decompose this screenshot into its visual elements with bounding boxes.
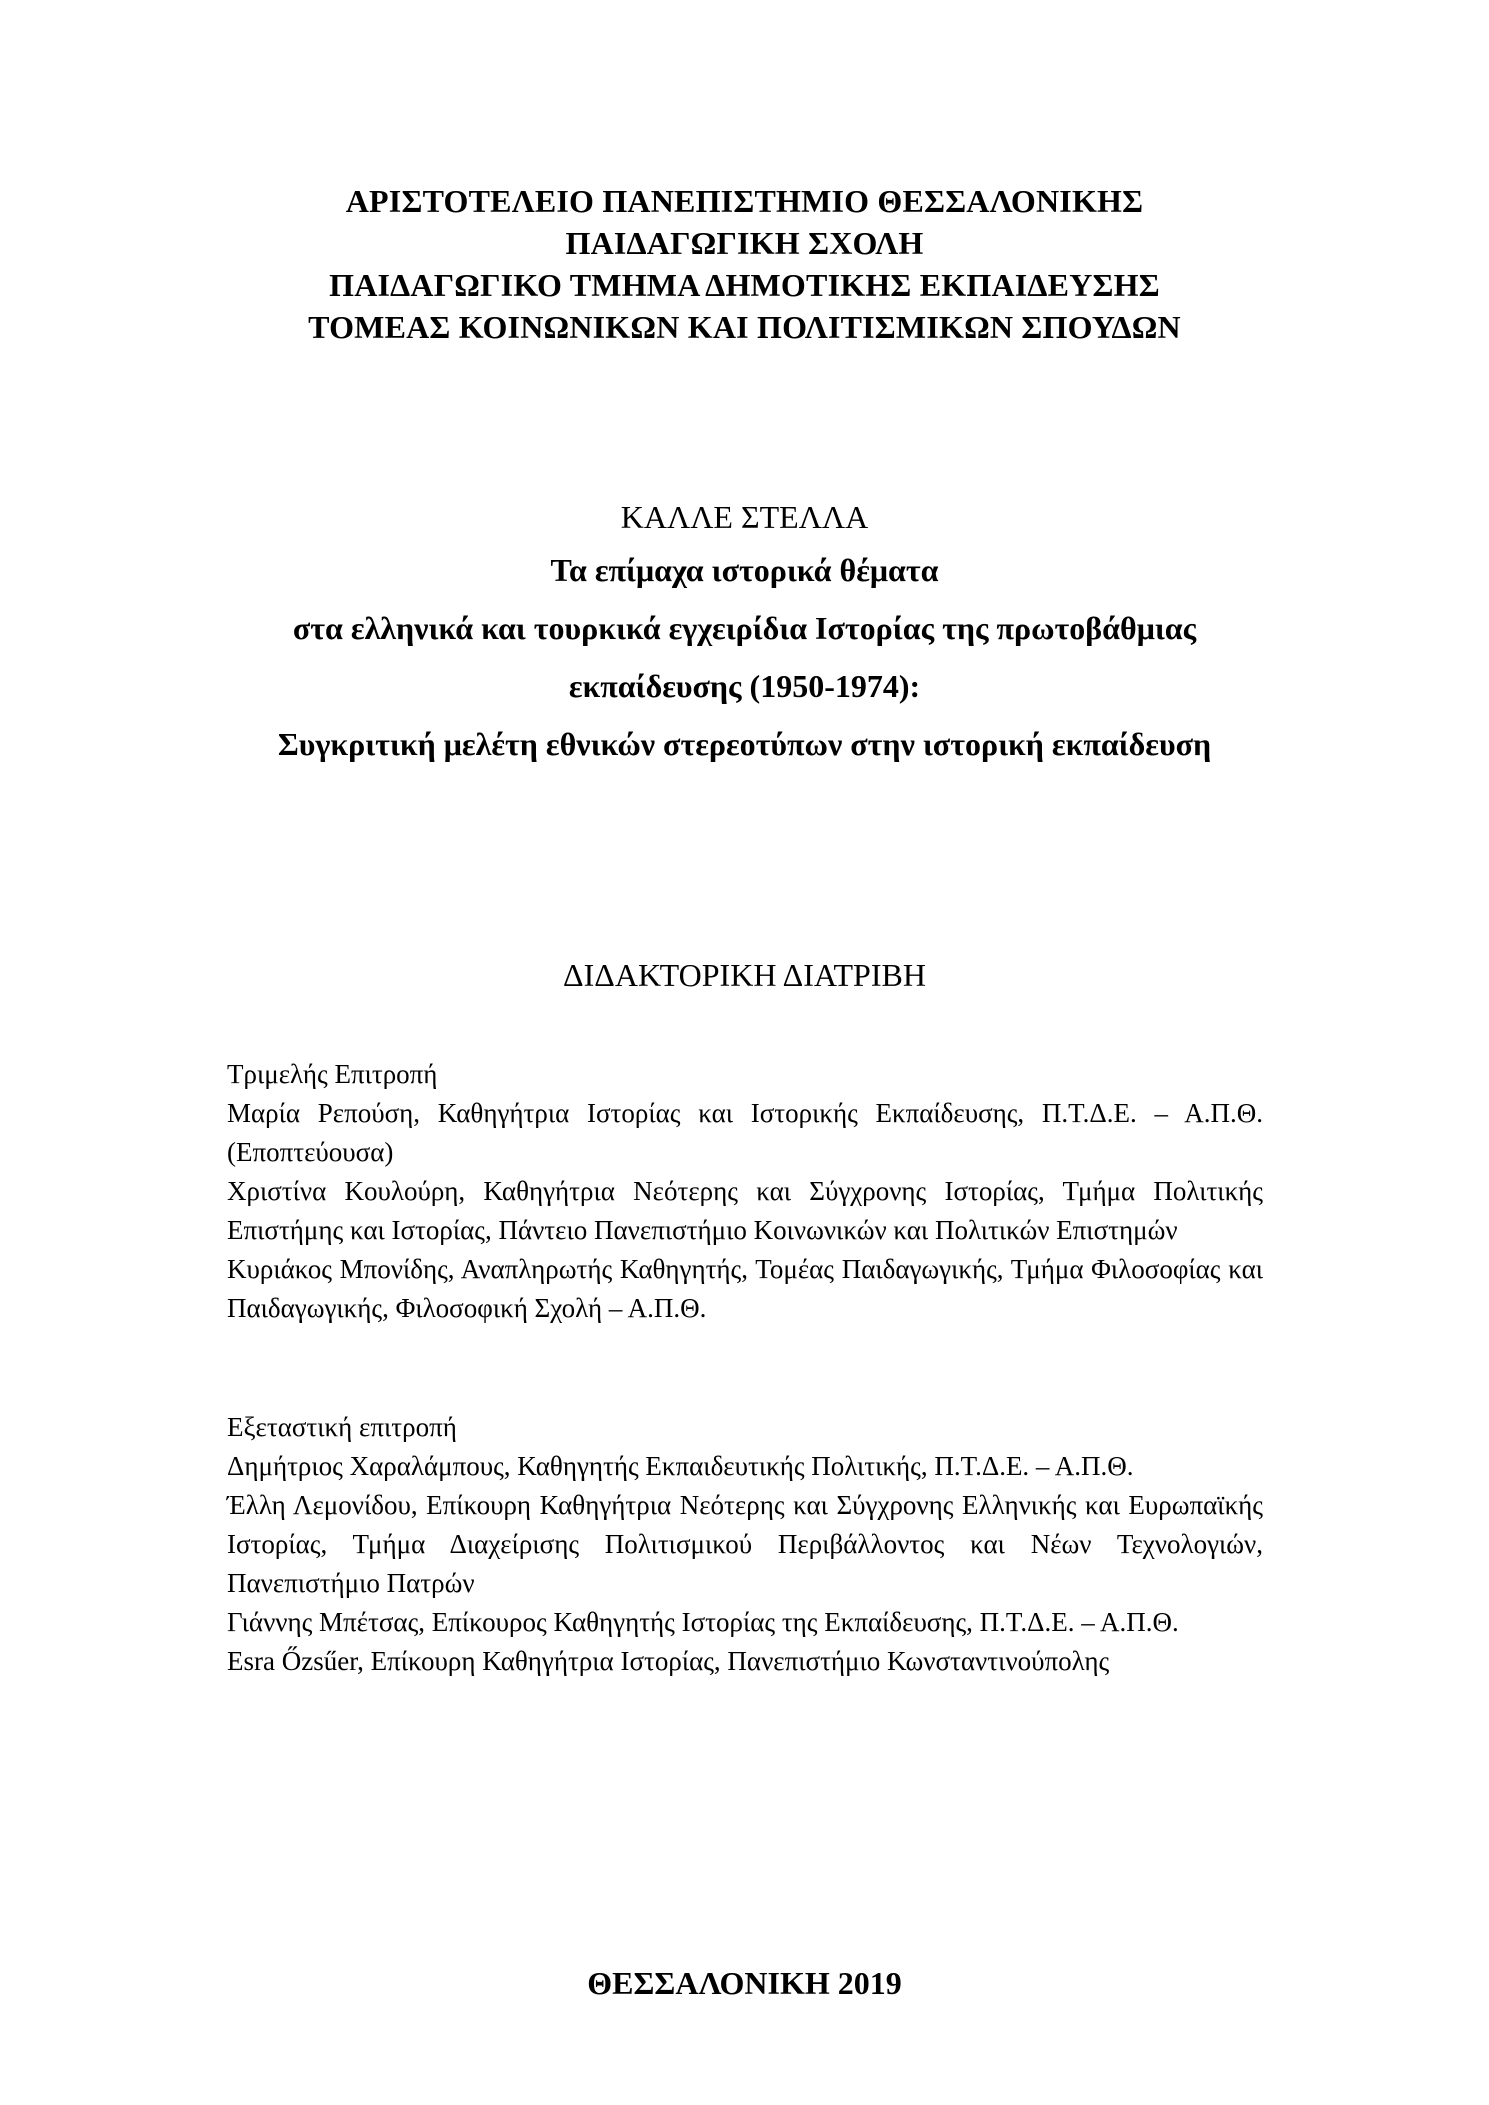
degree-type: ΔΙΔΑΚΤΟΡΙΚΗ ΔΙΑΤΡΙΒΗ: [563, 957, 926, 993]
committee-heading: Εξεταστική επιτροπή: [227, 1412, 457, 1442]
committee-member: Κυριάκος Μπονίδης, Αναπληρωτής Καθηγητής, Τομέας Παιδαγωγικής, Τμήμα Φιλοσοφίας και Παιδαγωγικής, Φιλοσοφική Σχολή – Α.Π.Θ.: [227, 1254, 1263, 1323]
title-line: στα ελληνικά και τουρκικά εγχειρίδια Ιστορίας της πρωτοβάθμιας: [292, 610, 1197, 646]
examining-committee: [227, 1408, 1263, 1681]
committee-member: Χριστίνα Κουλούρη, Καθηγήτρια Νεότερης και Σύγχρονης Ιστορίας, Τμήμα Πολιτικής Επιστήμης και Ιστορίας, Πάντειο Πανεπιστήμιο Κοινωνικών και Πολιτικών Επιστημών: [227, 1176, 1263, 1245]
place-and-year: ΘΕΣΣΑΛΟΝΙΚΗ 2019: [587, 1965, 902, 2001]
school-name: ΠΑΙΔΑΓΩΓΙΚΗ ΣΧΟΛΗ: [565, 225, 924, 261]
three-member-committee: [227, 1055, 1263, 1328]
committee-member: Μαρία Ρεπούση, Καθηγήτρια Ιστορίας και Ιστορικής Εκπαίδευσης, Π.Τ.Δ.Ε. – Α.Π.Θ. (Εποπτεύουσα): [227, 1098, 1263, 1167]
committee-member: Esra Őzsűer, Επίκουρη Καθηγήτρια Ιστορίας, Πανεπιστήμιο Κωνσταντινούπολης: [227, 1646, 1110, 1676]
institution-header: [0, 180, 1489, 348]
title-line: Συγκριτική μελέτη εθνικών στερεοτύπων στην ιστορική εκπαίδευση: [277, 726, 1212, 762]
department-name: ΠΑΙΔΑΓΩΓΙΚΟ ΤΜΗΜΑ ΔΗΜΟΤΙΚΗΣ ΕΚΠΑΙΔΕΥΣΗΣ: [329, 267, 1160, 303]
university-name: ΑΡΙΣΤΟΤΕΛΕΙΟ ΠΑΝΕΠΙΣΤΗΜΙΟ ΘΕΣΣΑΛΟΝΙΚΗΣ: [345, 183, 1144, 219]
author-name: ΚΑΛΛΕ ΣΤΕΛΛΑ: [620, 499, 869, 535]
title-line: Τα επίμαχα ιστορικά θέματα: [550, 552, 939, 588]
sector-name: ΤΟΜΕΑΣ ΚΟΙΝΩΝΙΚΩΝ ΚΑΙ ΠΟΛΙΤΙΣΜΙΚΩΝ ΣΠΟΥΔΩΝ: [308, 309, 1181, 345]
title-line: εκπαίδευσης (1950-1974):: [568, 668, 921, 704]
committee-member: Έλλη Λεμονίδου, Επίκουρη Καθηγήτρια Νεότερης και Σύγχρονης Ελληνικής και Ευρωπαϊκής Ιστορίας, Τμήμα Διαχείρισης Πολιτισμικού Περιβάλλοντος και Νέων Τεχνολογιών, Πανεπιστήμιο Πατρών: [227, 1490, 1263, 1598]
committee-heading: Τριμελής Επιτροπή: [227, 1059, 438, 1089]
committee-member: Δημήτριος Χαραλάμπους, Καθηγητής Εκπαιδευτικής Πολιτικής, Π.Τ.Δ.Ε. – Α.Π.Θ.: [227, 1451, 1134, 1481]
committee-member: Γιάννης Μπέτσας, Επίκουρος Καθηγητής Ιστορίας της Εκπαίδευσης, Π.Τ.Δ.Ε. – Α.Π.Θ.: [227, 1607, 1179, 1637]
thesis-title: [0, 541, 1489, 773]
